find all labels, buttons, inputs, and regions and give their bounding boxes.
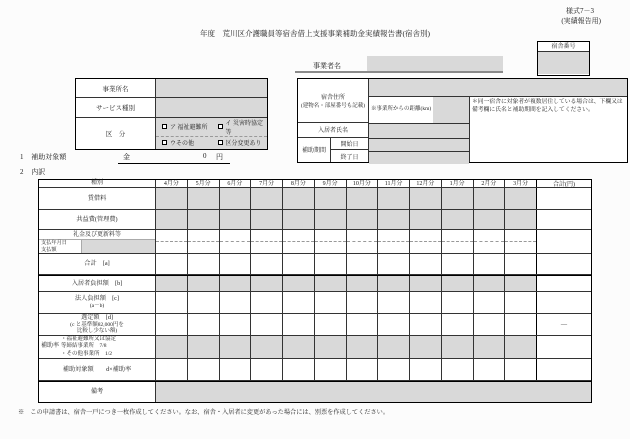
month-cell[interactable] [410, 359, 442, 380]
col-header-month: 12月分 [410, 180, 442, 187]
start-date-field[interactable] [369, 139, 469, 152]
form-usage: (実績報告用) [561, 17, 601, 25]
month-cell[interactable] [505, 314, 536, 335]
subsidy-total-label: 補助対象額 [31, 153, 67, 161]
month-cell[interactable] [474, 230, 506, 253]
row-corp-share-c [39, 292, 591, 314]
month-cell[interactable] [347, 276, 379, 291]
month-cell[interactable] [505, 276, 536, 291]
month-cell[interactable] [378, 210, 410, 229]
service-type-field[interactable] [156, 98, 267, 116]
multi-resident-note: ＊同一宿舎に対象者が複数居住している場合は、下欄又は備考欄に氏名と補助期間を記入してください。 [469, 97, 627, 162]
selected-d-label-line1: 選定額 [d] [81, 313, 113, 321]
month-cell[interactable] [251, 314, 283, 335]
month-cell[interactable] [220, 359, 252, 380]
month-cell[interactable] [315, 359, 347, 380]
month-cell[interactable] [474, 276, 506, 291]
month-cell[interactable] [188, 276, 220, 291]
month-cell[interactable] [315, 292, 347, 313]
month-cell[interactable] [474, 254, 506, 274]
dorm-info-table [297, 78, 628, 163]
row-remarks [39, 381, 591, 402]
dorm-address-label [298, 79, 369, 123]
month-cell[interactable] [251, 336, 283, 358]
pay-amount-field[interactable] [81, 247, 155, 254]
total-a-label: 合計 [a] [39, 254, 156, 274]
month-cell[interactable] [347, 230, 379, 253]
month-cell[interactable] [442, 210, 474, 229]
month-cell[interactable] [315, 210, 347, 229]
breakdown-number: 2 [20, 168, 24, 176]
resident-name-field[interactable] [369, 124, 469, 139]
category-row [76, 118, 267, 149]
month-cell[interactable] [347, 254, 379, 274]
resident-share-b-total-cell[interactable] [536, 276, 591, 291]
month-cell[interactable] [442, 359, 474, 380]
month-cell[interactable] [251, 210, 283, 229]
subsidy-total-line [20, 152, 280, 166]
currency-suffix: 円 [216, 153, 223, 161]
month-cell[interactable] [156, 359, 188, 380]
resident-name-label: 入居者氏名 [298, 123, 369, 138]
pay-amount-subrow [39, 247, 155, 254]
month-cell[interactable] [188, 254, 220, 274]
subsidy-target-label: 補助対象額 d×補助率 [39, 359, 156, 380]
month-cell[interactable] [251, 359, 283, 380]
checkbox-category-changed[interactable] [212, 138, 268, 147]
address-label-sub: (建物名・部屋番号も記載) [300, 102, 366, 109]
month-cell[interactable] [378, 336, 410, 358]
month-cell[interactable] [347, 292, 379, 313]
dorm-info-labels [298, 79, 369, 162]
end-date-field[interactable] [369, 152, 469, 164]
month-cell[interactable] [378, 359, 410, 380]
col-header-month: 10月分 [347, 180, 379, 187]
month-cell[interactable] [315, 314, 347, 335]
month-cell[interactable] [220, 210, 252, 229]
month-cell[interactable] [474, 210, 506, 229]
col-header-month: 4月分 [156, 180, 188, 187]
checkbox-icon[interactable] [162, 140, 167, 145]
service-type-label: サービス種別 [76, 98, 156, 116]
subsidy-rate-month-cells [156, 336, 536, 358]
checkbox-label: 区分変更あり [225, 141, 262, 148]
month-cell[interactable] [474, 359, 506, 380]
month-cell[interactable] [156, 292, 188, 313]
corp-share-c-label-line2: (a－b) [89, 302, 105, 309]
checkbox-row-1 [156, 118, 267, 137]
month-cell[interactable] [188, 230, 220, 253]
rate-option-line3: ・その他事業所 1/2 [61, 350, 113, 357]
business-name-underline [295, 71, 503, 73]
row-total-a [39, 254, 591, 275]
month-cell[interactable] [283, 359, 315, 380]
office-name-label: 事業所名 [76, 79, 156, 97]
month-cell[interactable] [315, 254, 347, 274]
month-cell[interactable] [283, 292, 315, 313]
corp-share-c-month-cells [156, 292, 536, 313]
checkbox-label: イ 災害時協定等 [225, 120, 264, 136]
total-a-month-cells [156, 254, 536, 274]
row-resident-share-b [39, 275, 591, 292]
dorm-number-label: 宿舎番号 [538, 42, 589, 52]
month-cell[interactable] [442, 276, 474, 291]
key-money-total-cell[interactable] [536, 230, 591, 253]
total-a-total-cell[interactable] [536, 254, 591, 274]
month-cell[interactable] [410, 292, 442, 313]
month-cell[interactable] [188, 314, 220, 335]
month-cell[interactable] [410, 336, 442, 358]
month-cell[interactable] [220, 276, 252, 291]
month-cell[interactable] [505, 292, 536, 313]
distance-label: ※事業所からの距離(km) [369, 97, 433, 124]
form-code: 様式7－3 [566, 7, 594, 15]
month-cell[interactable] [410, 314, 442, 335]
subsidy-target-month-cells [156, 359, 536, 380]
month-cell[interactable] [347, 188, 379, 209]
remarks-field[interactable] [156, 382, 591, 402]
month-cell[interactable] [378, 254, 410, 274]
key-money-label: 礼金及び更新料等 [39, 230, 155, 240]
month-cell[interactable] [283, 314, 315, 335]
month-cell[interactable] [156, 254, 188, 274]
subsidy-total-number: 1 [20, 153, 24, 161]
service-type-row [76, 98, 267, 117]
col-header-total: 合計(円) [536, 180, 591, 187]
month-cell[interactable] [378, 314, 410, 335]
row-subsidy-rate [39, 336, 591, 359]
col-header-month: 7月分 [251, 180, 283, 187]
row-selected-d [39, 314, 591, 336]
checkbox-label: ウその他 [170, 141, 195, 148]
common-fee-month-cells [156, 210, 536, 229]
subsidy-target-total-cell[interactable] [536, 359, 591, 380]
rent-label: 賃借料 [39, 188, 156, 209]
month-cell[interactable] [220, 314, 252, 335]
common-fee-label: 共益費(管理費) [39, 210, 156, 229]
month-cell[interactable] [156, 336, 188, 358]
business-name-label: 事業者名 [313, 62, 341, 70]
checkbox-icon[interactable] [218, 124, 223, 129]
breakdown-caption [20, 167, 45, 177]
business-name-field[interactable] [367, 56, 503, 71]
pay-amount-label: 支払額 [41, 246, 57, 253]
checkbox-other[interactable] [156, 138, 212, 147]
period-date-labels [331, 138, 368, 162]
month-cell[interactable] [220, 230, 252, 253]
subsidy-amount: 0 [203, 152, 207, 160]
month-cell[interactable] [505, 188, 536, 209]
month-cell[interactable] [442, 254, 474, 274]
month-cell[interactable] [378, 292, 410, 313]
col-header-month: 2月分 [474, 180, 506, 187]
office-name-row [76, 79, 267, 98]
month-cell[interactable] [251, 276, 283, 291]
month-headers [156, 180, 536, 187]
month-cell[interactable] [410, 276, 442, 291]
resident-share-b-label: 入居者負担額 [b] [39, 276, 156, 291]
month-cell[interactable] [442, 230, 474, 253]
month-cell[interactable] [251, 292, 283, 313]
month-cell[interactable] [156, 314, 188, 335]
subsidy-rate-options [59, 336, 155, 357]
month-cell[interactable] [505, 230, 536, 253]
month-cell[interactable] [410, 254, 442, 274]
selected-d-total-cell: ― [536, 314, 591, 335]
col-header-month: 5月分 [188, 180, 220, 187]
breakdown-table [38, 179, 592, 403]
col-header-month: 1月分 [442, 180, 474, 187]
month-cell[interactable] [220, 254, 252, 274]
checkbox-label: ア 福祉避難所 [170, 125, 208, 132]
end-date-label: 終了日 [340, 154, 359, 161]
checkbox-disaster-agreement[interactable] [212, 118, 268, 136]
month-cell[interactable] [156, 276, 188, 291]
month-cell[interactable] [378, 276, 410, 291]
checkbox-icon[interactable] [162, 124, 167, 129]
month-cell[interactable] [410, 188, 442, 209]
month-cell[interactable] [283, 188, 315, 209]
month-cell[interactable] [315, 188, 347, 209]
month-cell[interactable] [442, 336, 474, 358]
month-cell[interactable] [347, 210, 379, 229]
corp-share-c-total-cell[interactable] [536, 292, 591, 313]
month-cell[interactable] [474, 188, 506, 209]
col-header-month: 6月分 [220, 180, 252, 187]
selected-d-label [39, 314, 156, 335]
pay-date-label: 支払年月日 [41, 240, 67, 246]
month-cell[interactable] [505, 359, 536, 380]
month-cell[interactable] [505, 254, 536, 274]
row-subsidy-target [39, 359, 591, 381]
dorm-number-field[interactable] [538, 52, 589, 74]
footer-note: ※ この申請書は、宿舎一戸につき一枚作成してください。なお、宿舎・入居者に変更があった場合には、別票を作成してください。 [18, 409, 390, 416]
month-cell[interactable] [188, 292, 220, 313]
month-cell[interactable] [347, 359, 379, 380]
rent-total-cell[interactable] [536, 188, 591, 209]
category-label: 区 分 [76, 118, 156, 149]
subsidy-rate-label: 補助率 [41, 343, 60, 350]
month-cell[interactable] [156, 188, 188, 209]
dorm-address-field[interactable] [369, 79, 627, 97]
subsidy-period-label: 補助期間 [298, 138, 331, 162]
distance-field[interactable] [433, 97, 469, 124]
breakdown-label: 内訳 [31, 168, 46, 176]
month-cell[interactable] [442, 314, 474, 335]
month-cell[interactable] [156, 210, 188, 229]
subsidy-period-group [298, 138, 369, 162]
month-cell[interactable] [220, 336, 252, 358]
checkbox-row-2 [156, 137, 267, 149]
col-header-type: 種別 [39, 180, 156, 187]
col-header-month: 3月分 [513, 181, 529, 187]
month-cell[interactable] [251, 230, 283, 253]
corp-share-c-label [39, 292, 156, 313]
table-header-row [39, 180, 591, 188]
month-cell[interactable] [156, 230, 188, 253]
col-header-month: 9月分 [315, 180, 347, 187]
month-cell[interactable] [188, 188, 220, 209]
dorm-info-values [369, 79, 627, 162]
checkbox-icon[interactable] [218, 140, 223, 145]
amount-underline [118, 163, 230, 164]
common-fee-total-cell[interactable] [536, 210, 591, 229]
month-cell[interactable] [188, 336, 220, 358]
col-header-month: 11月分 [378, 180, 410, 187]
month-cell[interactable] [283, 254, 315, 274]
row-rent [39, 188, 591, 210]
corp-share-c-label-line1: 法人負担額 [c] [75, 295, 119, 303]
month-cell[interactable] [410, 210, 442, 229]
month-cell[interactable] [283, 230, 315, 253]
month-cell[interactable] [474, 314, 506, 335]
selected-d-month-cells [156, 314, 536, 335]
office-name-field[interactable] [156, 79, 267, 97]
month-cell[interactable] [410, 230, 442, 253]
rent-month-cells [156, 188, 536, 209]
month-cell[interactable] [315, 276, 347, 291]
address-label-main: 宿舎住所 [320, 94, 345, 101]
dorm-number-box [537, 41, 590, 76]
category-checkbox-area [156, 118, 267, 149]
month-cell[interactable] [188, 359, 220, 380]
remarks-label: 備考 [39, 382, 156, 402]
subsidy-rate-total-cell[interactable] [536, 336, 591, 358]
month-cell[interactable] [347, 314, 379, 335]
month-cell[interactable] [188, 210, 220, 229]
month-cell[interactable] [347, 336, 379, 358]
month-cell[interactable] [315, 230, 347, 253]
month-cell[interactable] [220, 188, 252, 209]
resident-share-b-month-cells [156, 276, 536, 291]
month-cell[interactable] [474, 292, 506, 313]
subsidy-rate-label-group [39, 336, 156, 358]
page-title: 年度 荒川区介護職員等宿舎借上支援事業補助金実績報告書(宿舎別) [200, 29, 430, 38]
start-date-label: 開始日 [331, 138, 368, 151]
row-key-money [39, 230, 591, 254]
rate-option-line2: 等締結事業所 7/8 [61, 343, 107, 350]
month-cell[interactable] [442, 292, 474, 313]
month-cell[interactable] [474, 336, 506, 358]
col-header-month: 8月分 [283, 180, 315, 187]
month-cell[interactable] [378, 188, 410, 209]
month-cell[interactable] [251, 188, 283, 209]
month-cell[interactable] [283, 276, 315, 291]
month-cell[interactable] [315, 336, 347, 358]
rate-option-line1: ・福祉避難所又は協定 [61, 336, 117, 343]
office-info-table [75, 78, 268, 150]
selected-d-label-line3: 比較し少ない額) [76, 328, 118, 335]
key-money-month-cells [156, 230, 536, 253]
month-cell[interactable] [442, 188, 474, 209]
month-cell[interactable] [378, 230, 410, 253]
row-common-fee [39, 210, 591, 230]
month-cell[interactable] [220, 292, 252, 313]
month-cell[interactable] [251, 254, 283, 274]
month-cell[interactable] [283, 210, 315, 229]
month-cell[interactable] [505, 336, 536, 358]
currency-prefix: 金 [123, 153, 130, 161]
month-cell[interactable] [505, 210, 536, 229]
checkbox-welfare-shelter[interactable] [156, 122, 212, 131]
key-money-label-group [39, 230, 156, 253]
selected-d-label-line2: (c と基準額82,000円を [70, 321, 124, 328]
month-cell[interactable] [283, 336, 315, 358]
